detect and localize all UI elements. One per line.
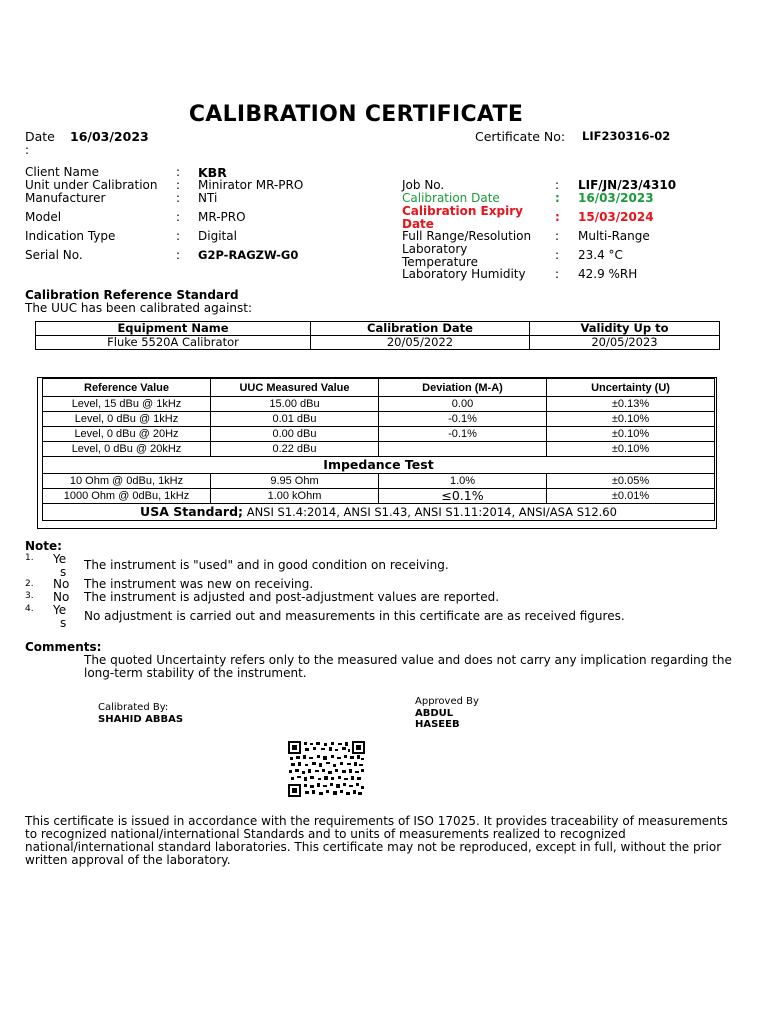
note-text: The instrument is adjusted and post-adjustment values are reported.: [84, 590, 500, 604]
indication-type-label: Indication Type: [25, 229, 116, 243]
column-header: Uncertainty (U): [547, 379, 715, 397]
footer-line-4: written approval of the laboratory.: [25, 853, 231, 867]
note-text: The instrument was new on receiving.: [84, 577, 314, 591]
table-row: [43, 397, 715, 412]
serial-value: G2P-RAGZW-G0: [198, 248, 299, 262]
temperature-value: 23.4 °C: [578, 248, 623, 262]
approved-by-name-line1: ABDUL: [415, 708, 454, 719]
table-cell: 1.0%: [379, 474, 547, 489]
note-heading: Note:: [25, 539, 62, 553]
reference-table: [35, 321, 720, 350]
temperature-sep: :: [555, 248, 560, 262]
table-cell: 20/05/2023: [530, 336, 720, 350]
reference-subtitle: The UUC has been calibrated against:: [25, 301, 253, 315]
note-flag-cont: s: [60, 565, 67, 579]
standard-row: [43, 504, 715, 521]
table-cell: ±0.01%: [547, 489, 715, 504]
reference-header-row: [36, 322, 720, 336]
note-number: 3.: [25, 591, 34, 601]
indication-type-sep: :: [176, 229, 181, 243]
date-label: Date: [25, 129, 55, 144]
table-row: [43, 474, 715, 489]
manufacturer-value: NTi: [198, 191, 218, 205]
table-cell: 0.22 dBu: [211, 442, 379, 457]
range-value: Multi-Range: [578, 229, 650, 243]
note-flag: Ye: [53, 603, 67, 617]
footer-line-3: national/international standard laboratories. This certificate may not be reproduced, except in full, without the prior: [25, 840, 722, 854]
comments-line-2: long-term stability of the instrument.: [84, 666, 307, 680]
date-colon: :: [25, 143, 30, 157]
manufacturer-label: Manufacturer: [25, 191, 106, 205]
approved-by-name-line2: HASEEB: [415, 719, 460, 730]
note-flag-cont: s: [60, 616, 67, 630]
job-no-value: LIF/JN/23/4310: [578, 178, 677, 192]
table-cell: [379, 442, 547, 457]
table-cell: ±0.10%: [547, 442, 715, 457]
note-flag: No: [53, 590, 70, 604]
uuc-label: Unit under Calibration: [25, 178, 158, 192]
humidity-value: 42.9 %RH: [578, 267, 638, 281]
table-cell: Fluke 5520A Calibrator: [36, 336, 311, 350]
column-header: UUC Measured Value: [211, 379, 379, 397]
expiry-date-sep: :: [555, 210, 560, 224]
expiry-date-label-line1: Calibration Expiry: [402, 204, 523, 218]
table-cell: ±0.10%: [547, 412, 715, 427]
table-cell: 0.00 dBu: [211, 427, 379, 442]
calibration-date-value: 16/03/2023: [578, 191, 654, 205]
column-header: Deviation (M-A): [379, 379, 547, 397]
column-header: Reference Value: [43, 379, 211, 397]
table-cell: 0.00: [379, 397, 547, 412]
range-sep: :: [555, 229, 560, 243]
column-header: Validity Up to: [530, 322, 720, 336]
table-row: [43, 412, 715, 427]
impedance-heading: Impedance Test: [43, 457, 715, 474]
usa-standard-text: ANSI S1.4:2014, ANSI S1.43, ANSI S1.11:2014, ANSI/ASA S12.60: [243, 505, 617, 519]
table-cell: 10 Ohm @ 0dBu, 1kHz: [43, 474, 211, 489]
temperature-label-line2: Temperature: [402, 255, 479, 269]
range-label: Full Range/Resolution: [402, 229, 532, 243]
column-header: Calibration Date: [311, 322, 530, 336]
note-number: 2.: [25, 579, 34, 589]
certificate-title: CALIBRATION CERTIFICATE: [188, 102, 524, 127]
calibrated-by-label: Calibrated By:: [98, 702, 169, 713]
results-header-row: [43, 379, 715, 397]
client-name-label: Client Name: [25, 165, 99, 179]
table-cell: -0.1%: [379, 412, 547, 427]
table-cell: 1.00 kOhm: [211, 489, 379, 504]
column-header: Equipment Name: [36, 322, 311, 336]
approved-by-label: Approved By: [415, 696, 479, 707]
indication-type-value: Digital: [198, 229, 237, 243]
note-number: 1.: [25, 553, 34, 563]
calibration-date-label: Calibration Date: [402, 191, 500, 205]
uuc-sep: :: [176, 178, 181, 192]
usa-standard-label: USA Standard;: [140, 504, 244, 519]
footer-line-2: to recognized national/international Standards and to units of measurements realized to recognized: [25, 827, 626, 841]
manufacturer-sep: :: [176, 191, 181, 205]
calibration-date-sep: :: [555, 191, 560, 205]
uuc-value: Minirator MR-PRO: [198, 178, 304, 192]
client-name-sep: :: [176, 165, 181, 179]
humidity-sep: :: [555, 267, 560, 281]
footer-line-1: This certificate is issued in accordance with the requirements of ISO 17025. It provides traceability of measurements: [25, 814, 728, 828]
table-cell: 15.00 dBu: [211, 397, 379, 412]
expiry-date-value: 15/03/2024: [578, 210, 654, 224]
table-cell: Level, 0 dBu @ 20Hz: [43, 427, 211, 442]
table-row: [43, 442, 715, 457]
note-flag: Ye: [53, 552, 67, 566]
comments-line-1: The quoted Uncertainty refers only to the measured value and does not carry any implication regarding the: [84, 653, 732, 667]
table-cell: 1000 Ohm @ 0dBu, 1kHz: [43, 489, 211, 504]
humidity-label: Laboratory Humidity: [402, 267, 526, 281]
note-text: No adjustment is carried out and measurements in this certificate are as received figures.: [84, 609, 625, 623]
table-cell: ±0.13%: [547, 397, 715, 412]
note-number: 4.: [25, 604, 34, 614]
table-cell: 20/05/2022: [311, 336, 530, 350]
table-cell: Level, 0 dBu @ 1kHz: [43, 412, 211, 427]
impedance-heading-row: [43, 457, 715, 474]
model-label: Model: [25, 210, 62, 224]
reference-heading: Calibration Reference Standard: [25, 288, 239, 302]
calibrated-by-name: SHAHID ABBAS: [98, 714, 184, 725]
certificate-label: Certificate No:: [475, 129, 566, 144]
qr-code-icon: [288, 741, 365, 797]
expiry-date-label-line2: Date: [402, 217, 434, 231]
note-flag: No: [53, 577, 70, 591]
client-name-value: KBR: [198, 165, 227, 180]
comments-heading: Comments:: [25, 640, 102, 654]
certificate-number: LIF230316-02: [582, 129, 671, 143]
table-cell: ±0.10%: [547, 427, 715, 442]
table-cell: ±0.05%: [547, 474, 715, 489]
table-row: [36, 336, 720, 350]
table-cell: -0.1%: [379, 427, 547, 442]
job-no-sep: :: [555, 178, 560, 192]
table-row: [43, 489, 715, 504]
serial-sep: :: [176, 248, 181, 262]
table-cell: 0.01 dBu: [211, 412, 379, 427]
job-no-label: Job No.: [402, 178, 445, 192]
table-cell: 9.95 Ohm: [211, 474, 379, 489]
date-value: 16/03/2023: [70, 129, 149, 144]
results-table: [42, 378, 715, 521]
serial-label: Serial No.: [25, 248, 83, 262]
table-cell: ≤0.1%: [379, 489, 547, 504]
model-value: MR-PRO: [198, 210, 246, 224]
usa-standard-cell: [43, 504, 715, 521]
note-text: The instrument is "used" and in good condition on receiving.: [84, 558, 449, 572]
model-sep: :: [176, 210, 181, 224]
table-cell: Level, 15 dBu @ 1kHz: [43, 397, 211, 412]
table-row: [43, 427, 715, 442]
temperature-label-line1: Laboratory: [402, 242, 468, 256]
table-cell: Level, 0 dBu @ 20kHz: [43, 442, 211, 457]
